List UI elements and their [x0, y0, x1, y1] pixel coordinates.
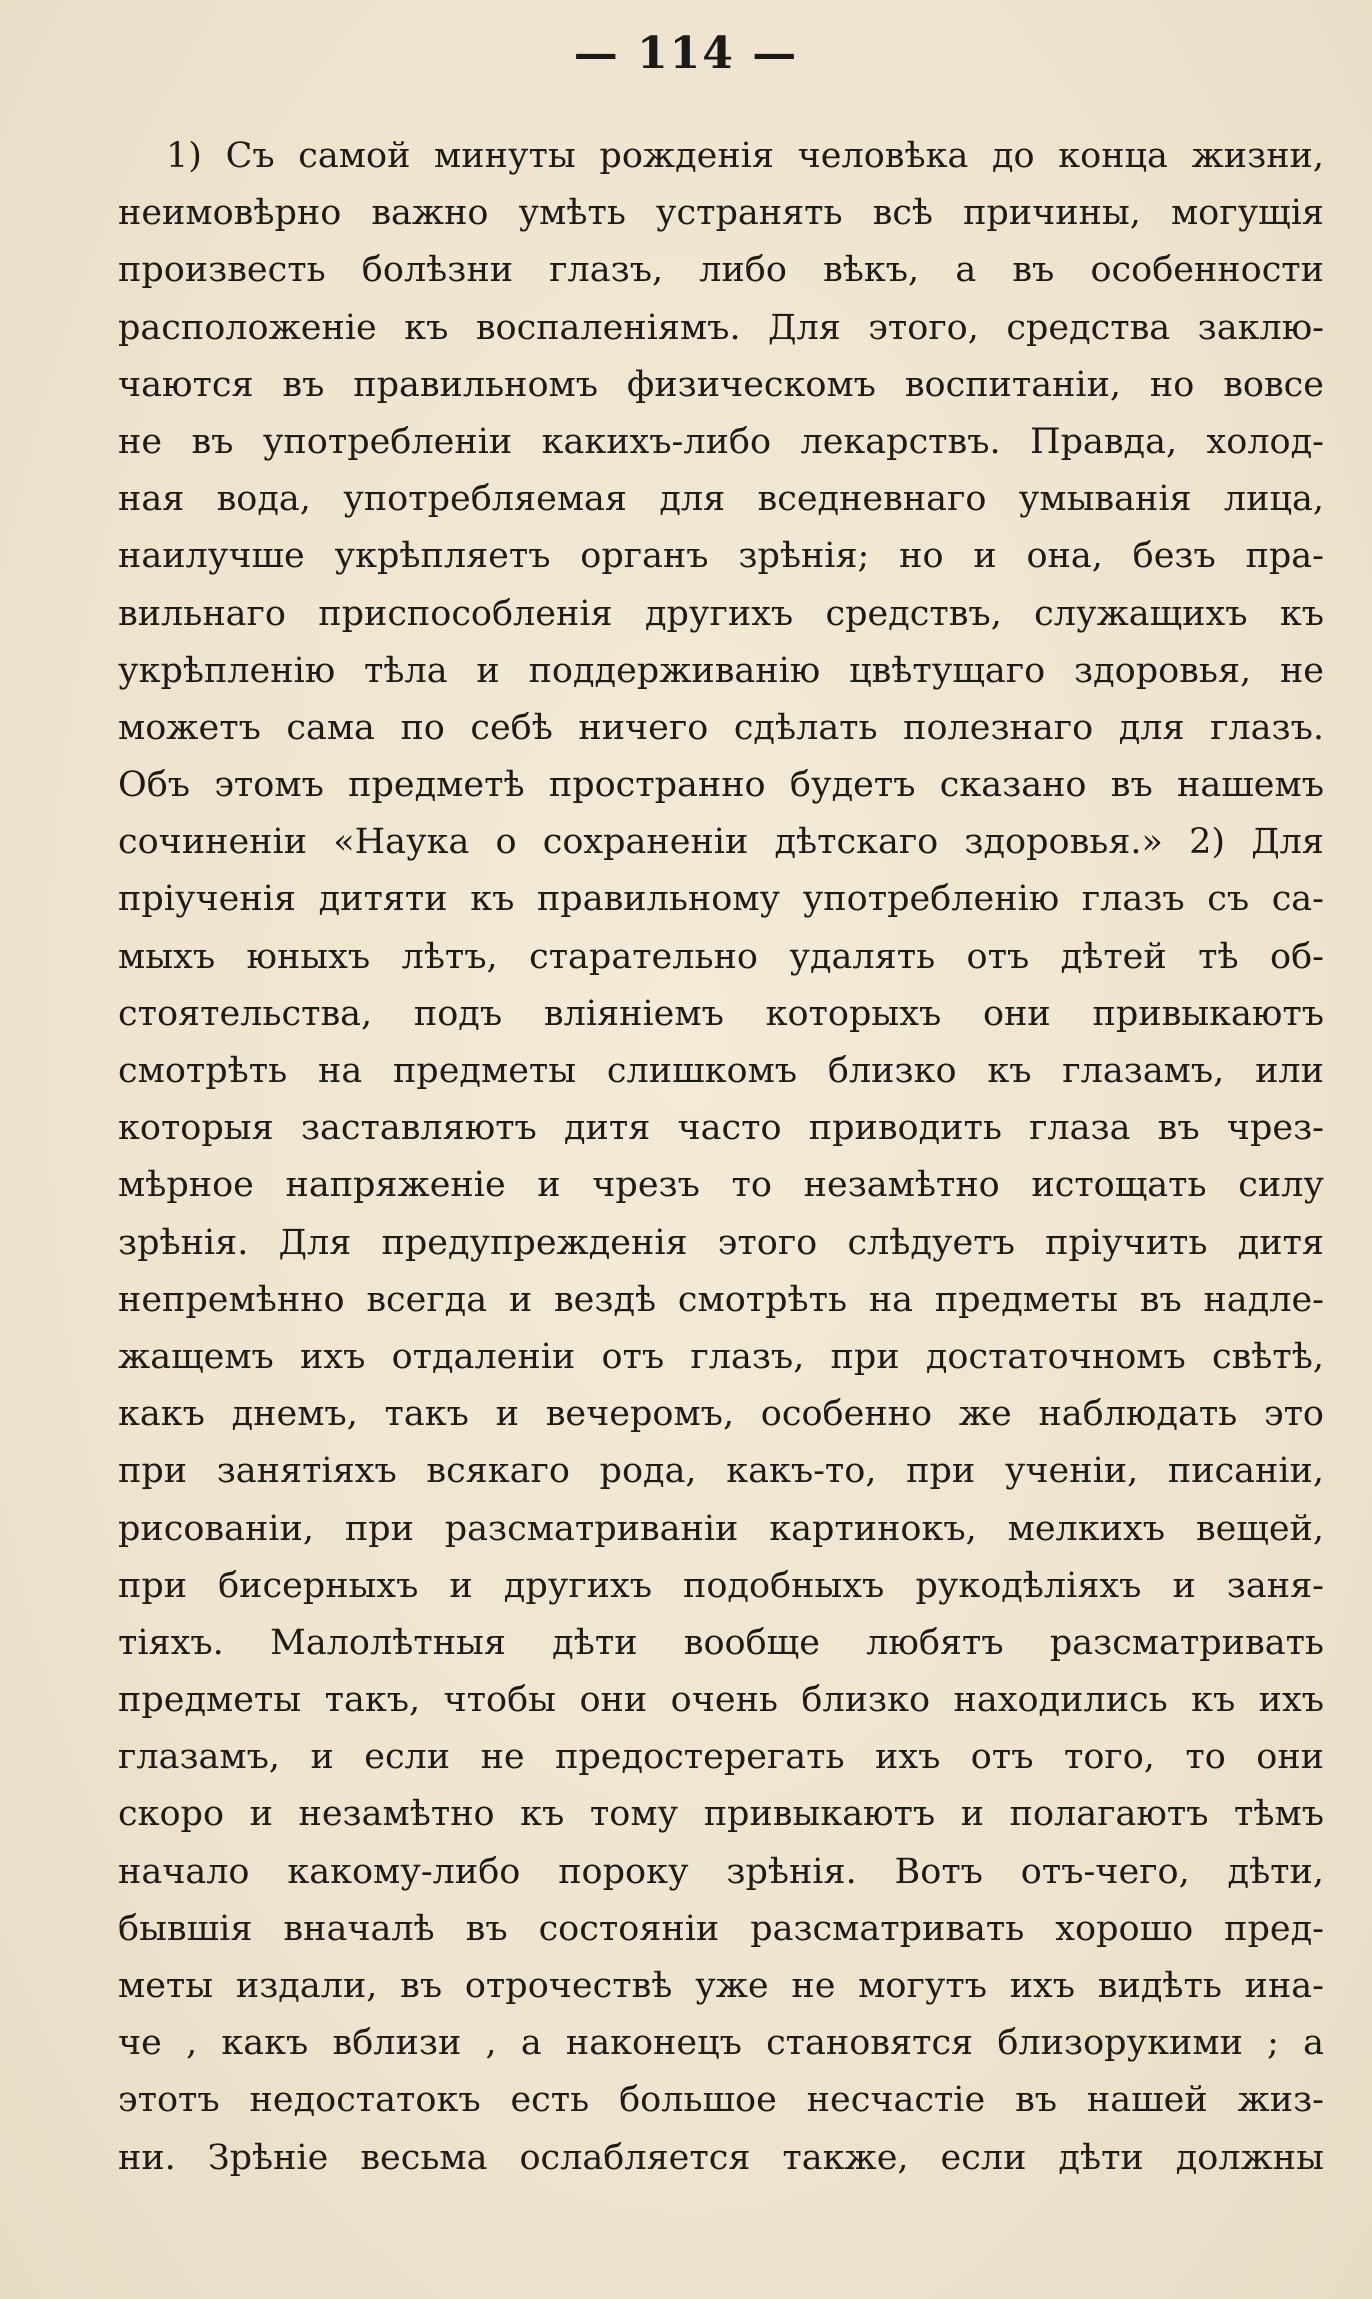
- text-line: пріученія дитяти къ правильному употребленію глазъ съ са-: [118, 879, 1324, 920]
- text-line: можетъ сама по себѣ ничего сдѣлать полезнаго для глазъ.: [118, 707, 1324, 748]
- text-line: не въ употребленіи какихъ-либо лекарствъ. Правда, холод-: [118, 421, 1324, 462]
- text-line: неимовѣрно важно умѣть устранять всѣ причины, могущія: [118, 193, 1324, 234]
- text-line: которыя заставляютъ дитя часто приводить глаза въ чрез-: [118, 1108, 1324, 1149]
- text-line: 1) Съ самой минуты рожденія человѣка до конца жизни,: [166, 136, 1324, 176]
- text-line: предметы такъ, чтобы они очень близко находились къ ихъ: [118, 1680, 1324, 1721]
- text-line: скоро и незамѣтно къ тому привыкаютъ и полагаютъ тѣмъ: [118, 1794, 1324, 1835]
- text-line: зрѣнія. Для предупрежденія этого слѣдуетъ пріучить дитя: [118, 1222, 1324, 1263]
- text-line: расположеніе къ воспаленіямъ. Для этого, средства заклю-: [118, 307, 1324, 348]
- text-line: Объ этомъ предметѣ пространно будетъ сказано въ нашемъ: [118, 765, 1324, 806]
- text-line: сочиненіи «Наука о сохраненіи дѣтскаго здоровья.» 2) Для: [118, 822, 1324, 863]
- text-line: меты издали, въ отрочествѣ уже не могутъ ихъ видѣть ина-: [118, 1966, 1324, 2006]
- text-line: при занятіяхъ всякаго рода, какъ-то, при ученіи, писаніи,: [118, 1451, 1324, 1492]
- text-line: вильнаго приспособленія другихъ средствъ, служащихъ къ: [118, 593, 1324, 634]
- text-line: жащемъ ихъ отдаленіи отъ глазъ, при достаточномъ свѣтѣ,: [118, 1336, 1324, 1377]
- text-line: ная вода, употребляемая для вседневнаго умыванія лица,: [118, 479, 1324, 520]
- page-number: — 114 —: [573, 28, 799, 79]
- text-line: непремѣнно всегда и вездѣ смотрѣть на предметы въ надле-: [118, 1279, 1324, 1320]
- text-line: укрѣпленію тѣла и поддерживанію цвѣтущаго здоровья, не: [118, 650, 1324, 691]
- text-line: глазамъ, и если не предостерегать ихъ отъ того, то они: [118, 1737, 1324, 1778]
- text-line: стоятельства, подъ вліяніемъ которыхъ они привыкаютъ: [118, 993, 1324, 1034]
- text-line: наилучше укрѣпляетъ органъ зрѣнія; но и она, безъ пра-: [118, 536, 1324, 577]
- body-text: [118, 128, 1324, 2187]
- text-line: произвесть болѣзни глазъ, либо вѣкъ, а въ особенности: [118, 250, 1324, 291]
- text-line: мыхъ юныхъ лѣтъ, старательно удалять отъ дѣтей тѣ об-: [118, 936, 1324, 977]
- text-line: мѣрное напряженіе и чрезъ то незамѣтно истощать силу: [118, 1165, 1324, 1206]
- text-line: тіяхъ. Малолѣтныя дѣти вообще любятъ разсматривать: [118, 1622, 1324, 1663]
- text-line: бывшія вначалѣ въ состояніи разсматривать хорошо пред-: [118, 1908, 1324, 1949]
- text-line: че , какъ вблизи , а наконецъ становятся близорукими ; а: [118, 2023, 1324, 2064]
- text-line: смотрѣть на предметы слишкомъ близко къ глазамъ, или: [118, 1051, 1324, 1091]
- text-line: ни. Зрѣніе весьма ослабляется также, если дѣти должны: [118, 2137, 1324, 2178]
- text-line: начало какому-либо пороку зрѣнія. Вотъ отъ-чего, дѣти,: [118, 1851, 1324, 1892]
- text-line: рисованіи, при разсматриваніи картинокъ, мелкихъ вещей,: [118, 1508, 1324, 1549]
- text-line: этотъ недостатокъ есть большое несчастіе въ нашей жиз-: [118, 2080, 1324, 2121]
- text-line: при бисерныхъ и другихъ подобныхъ рукодѣліяхъ и заня-: [118, 1565, 1324, 1606]
- text-line: какъ днемъ, такъ и вечеромъ, особенно же наблюдать это: [118, 1394, 1324, 1435]
- text-line: чаются въ правильномъ физическомъ воспитаніи, но вовсе: [118, 364, 1324, 405]
